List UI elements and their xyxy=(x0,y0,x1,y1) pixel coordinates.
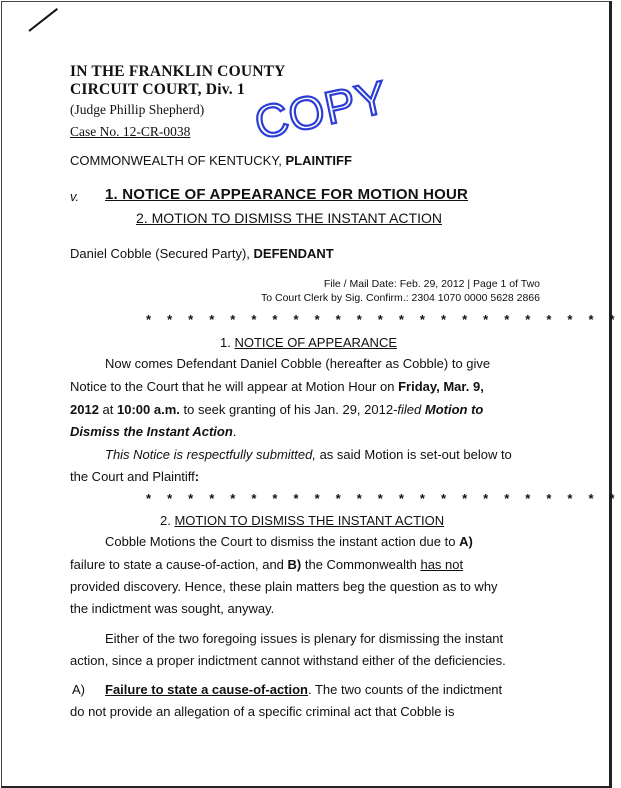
document-page xyxy=(1,1,621,788)
separator-stars-2: * * * * * * * * * * * * * * * * * * * * * * * xyxy=(146,491,621,506)
s2-p1-line2 xyxy=(70,554,463,576)
hearing-date: Friday, Mar. 9, xyxy=(398,379,484,394)
court-line-2: CIRCUIT COURT, Div. 1 xyxy=(70,81,245,98)
s2-p1-line2-text: failure to state a cause-of-action, and xyxy=(70,557,288,572)
defendant-role: DEFENDANT xyxy=(253,246,334,261)
plaintiff-name: COMMONWEALTH OF KENTUCKY, xyxy=(70,153,286,168)
section1-heading xyxy=(220,335,397,350)
copy-stamp xyxy=(246,70,393,150)
s2-p1-line2-mid: the Commonwealth xyxy=(301,557,421,572)
svg-text:COPY: COPY xyxy=(250,70,393,150)
versus-label: v. xyxy=(70,189,80,204)
defendant-line xyxy=(70,246,334,261)
item-a-line2: do not provide an allegation of a specific criminal act that Cobble is xyxy=(70,704,455,719)
hearing-year: 2012 xyxy=(70,402,99,417)
case-number: Case No. 12-CR-0038 xyxy=(70,124,191,139)
judge-name: (Judge Phillip Shepherd) xyxy=(70,102,205,117)
s2-p2-line1: Either of the two foregoing issues is plenary for dismissing the instant xyxy=(105,631,504,646)
section1-number: 1. xyxy=(220,335,235,350)
s1-p2-line2-text: the Court and Plaintiff xyxy=(70,469,195,484)
has-not: has not xyxy=(420,557,464,572)
s1-p1-line2 xyxy=(70,376,484,398)
s1-p2-line1 xyxy=(105,444,512,466)
item-a-label: A) xyxy=(72,682,85,697)
document-title-1: 1. NOTICE OF APPEARANCE FOR MOTION HOUR xyxy=(105,186,469,203)
s1-p1-line1: Now comes Defendant Daniel Cobble (hereafter as Cobble) to give xyxy=(105,356,491,371)
court-line-1: IN THE FRANKLIN COUNTY xyxy=(70,63,286,80)
s2-p1-line4: the indictment was sought, anyway. xyxy=(70,601,275,616)
motion-name: Dismiss the Instant Action xyxy=(70,424,233,439)
item-a-line1-rest: . The two counts of the indictment xyxy=(308,682,503,697)
section1-title: NOTICE OF APPEARANCE xyxy=(234,335,398,350)
file-date-line: File / Mail Date: Feb. 29, 2012 | Page 1 of Two xyxy=(323,278,540,290)
s1-p1-line3-text: to seek granting of his Jan. 29, 2012- xyxy=(179,402,398,417)
item-b-ref: B) xyxy=(287,557,302,572)
s2-p1-line1 xyxy=(105,531,473,553)
s1-p1-line4 xyxy=(70,421,236,443)
s1-at: at xyxy=(98,402,117,417)
document-title-2: 2. MOTION TO DISMISS THE INSTANT ACTION xyxy=(136,210,442,226)
plaintiff-role: PLAINTIFF xyxy=(285,153,352,168)
defendant-name: Daniel Cobble (Secured Party), xyxy=(70,246,254,261)
section2-title: MOTION TO DISMISS THE INSTANT ACTION xyxy=(174,513,445,528)
separator-stars: * * * * * * * * * * * * * * * * * * * * * * * xyxy=(146,312,621,327)
s1-p2-rest: as said Motion is set-out below to xyxy=(315,447,512,462)
motion-to: Motion to xyxy=(421,402,484,417)
s1-p2-colon: : xyxy=(194,469,200,484)
s2-p1-line3: provided discovery. Hence, these plain matters beg the question as to why xyxy=(70,579,498,594)
s2-p1-line1-text: Cobble Motions the Court to dismiss the instant action due to xyxy=(105,534,460,549)
s1-p1-line3 xyxy=(70,399,483,421)
filed-word: filed xyxy=(397,402,422,417)
copy-stamp-graphic xyxy=(246,70,393,150)
pen-mark xyxy=(28,8,58,32)
item-a-heading: Failure to state a cause-of-action xyxy=(105,682,308,697)
clerk-line: To Court Clerk by Sig. Confirm.: 2304 1070 0000 5628 2866 xyxy=(260,292,540,304)
section2-number: 2. xyxy=(160,513,175,528)
item-a-ref: A) xyxy=(459,534,473,549)
s1-p2-line2 xyxy=(70,466,199,488)
s1-p1-line2-text: Notice to the Court that he will appear at Motion Hour on xyxy=(70,379,399,394)
hearing-time: 10:00 a.m. xyxy=(117,402,180,417)
s1-p1-line4-end: . xyxy=(232,424,237,439)
plaintiff-line xyxy=(70,153,352,168)
s2-p2-line2: action, since a proper indictment cannot withstand either of the deficiencies. xyxy=(70,653,506,668)
item-a-line1 xyxy=(105,679,502,701)
s1-p2-italic: This Notice is respectfully submitted, xyxy=(105,447,316,462)
section2-heading xyxy=(160,513,444,528)
